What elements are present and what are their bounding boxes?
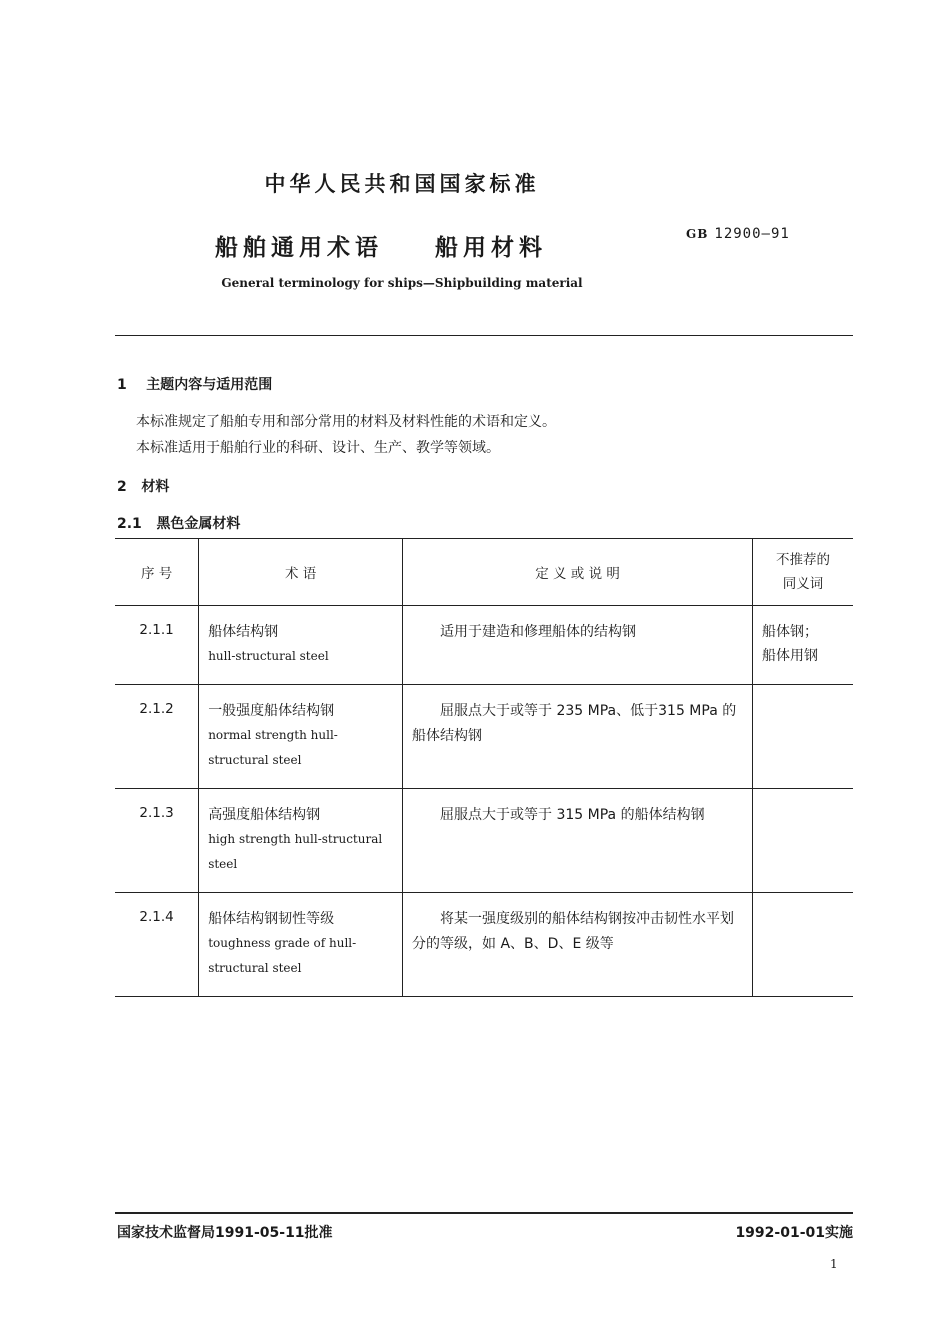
section-2-1-heading xyxy=(117,513,240,533)
table-row xyxy=(115,685,853,789)
footer-divider xyxy=(115,1212,853,1214)
term-en: toughness grade of hull-structural steel xyxy=(208,936,357,975)
section-2-1-number: 2.1 xyxy=(117,516,142,532)
section-2-1-title: 黑色金属材料 xyxy=(156,516,241,532)
term-en: hull-structural steel xyxy=(208,649,329,663)
header-synonym-line1: 不推荐的 xyxy=(776,552,831,568)
term-en: normal strength hull-structural steel xyxy=(208,728,338,767)
term-definition: 屈服点大于或等于 315 MPa 的船体结构钢 xyxy=(440,807,705,823)
term-definition: 屈服点大于或等于 235 MPa、低于315 MPa 的船体结构钢 xyxy=(412,703,737,744)
section-2-number: 2 xyxy=(117,479,127,495)
section-1-heading xyxy=(117,374,272,394)
section-1-number: 1 xyxy=(117,377,127,393)
effective-date: 1992-01-01实施 xyxy=(735,1225,853,1241)
approval-note: 国家技术监督局1991-05-11批准 xyxy=(117,1225,333,1241)
row-number: 2.1.4 xyxy=(139,909,174,925)
section-1-paragraph-2: 本标准适用于船舶行业的科研、设计、生产、教学等领域。 xyxy=(136,440,500,456)
section-1-title: 主题内容与适用范围 xyxy=(146,377,273,393)
term-definition: 将某一强度级别的船体结构钢按冲击韧性水平划分的等级，如 A、B、D、E 级等 xyxy=(412,911,735,952)
table-row xyxy=(115,789,853,893)
national-standard-heading: 中华人民共和国国家标准 xyxy=(264,172,540,196)
term-cn: 船体结构钢 xyxy=(208,624,279,640)
terminology-table xyxy=(115,538,853,997)
header-term: 术 语 xyxy=(199,539,403,606)
section-2-title: 材料 xyxy=(141,479,170,495)
term-cn: 船体结构钢韧性等级 xyxy=(208,911,335,927)
table-row xyxy=(115,606,853,685)
table-row xyxy=(115,893,853,997)
table-header-row xyxy=(115,539,853,606)
document-title-cn: 船舶通用术语 船用材料 xyxy=(215,235,548,261)
header-synonym-line2: 同义词 xyxy=(782,576,824,592)
header-divider xyxy=(115,335,853,336)
row-number: 2.1.3 xyxy=(139,805,174,821)
term-definition: 适用于建造和修理船体的结构钢 xyxy=(440,624,637,640)
synonym-line1: 船体钢； xyxy=(762,624,819,640)
term-cn: 一般强度船体结构钢 xyxy=(208,703,335,719)
standard-code xyxy=(686,226,790,242)
term-cn: 高强度船体结构钢 xyxy=(208,807,321,823)
standard-code-number: 12900—91 xyxy=(714,226,790,242)
document-title-en: General terminology for ships—Shipbuilding material xyxy=(221,276,583,290)
standard-code-prefix: GB xyxy=(686,227,709,241)
page-number: 1 xyxy=(830,1257,838,1271)
term-synonym xyxy=(754,607,852,668)
header-definition: 定 义 或 说 明 xyxy=(403,539,753,606)
row-number: 2.1.2 xyxy=(139,701,174,717)
section-2-heading xyxy=(117,476,169,496)
row-number: 2.1.1 xyxy=(139,622,174,638)
term-en: high strength hull-structural steel xyxy=(208,832,383,871)
synonym-line2: 船体用钢 xyxy=(762,648,819,664)
section-1-paragraph-1: 本标准规定了船舶专用和部分常用的材料及材料性能的术语和定义。 xyxy=(136,414,556,430)
header-seq: 序 号 xyxy=(115,539,199,606)
header-synonym xyxy=(753,539,853,606)
